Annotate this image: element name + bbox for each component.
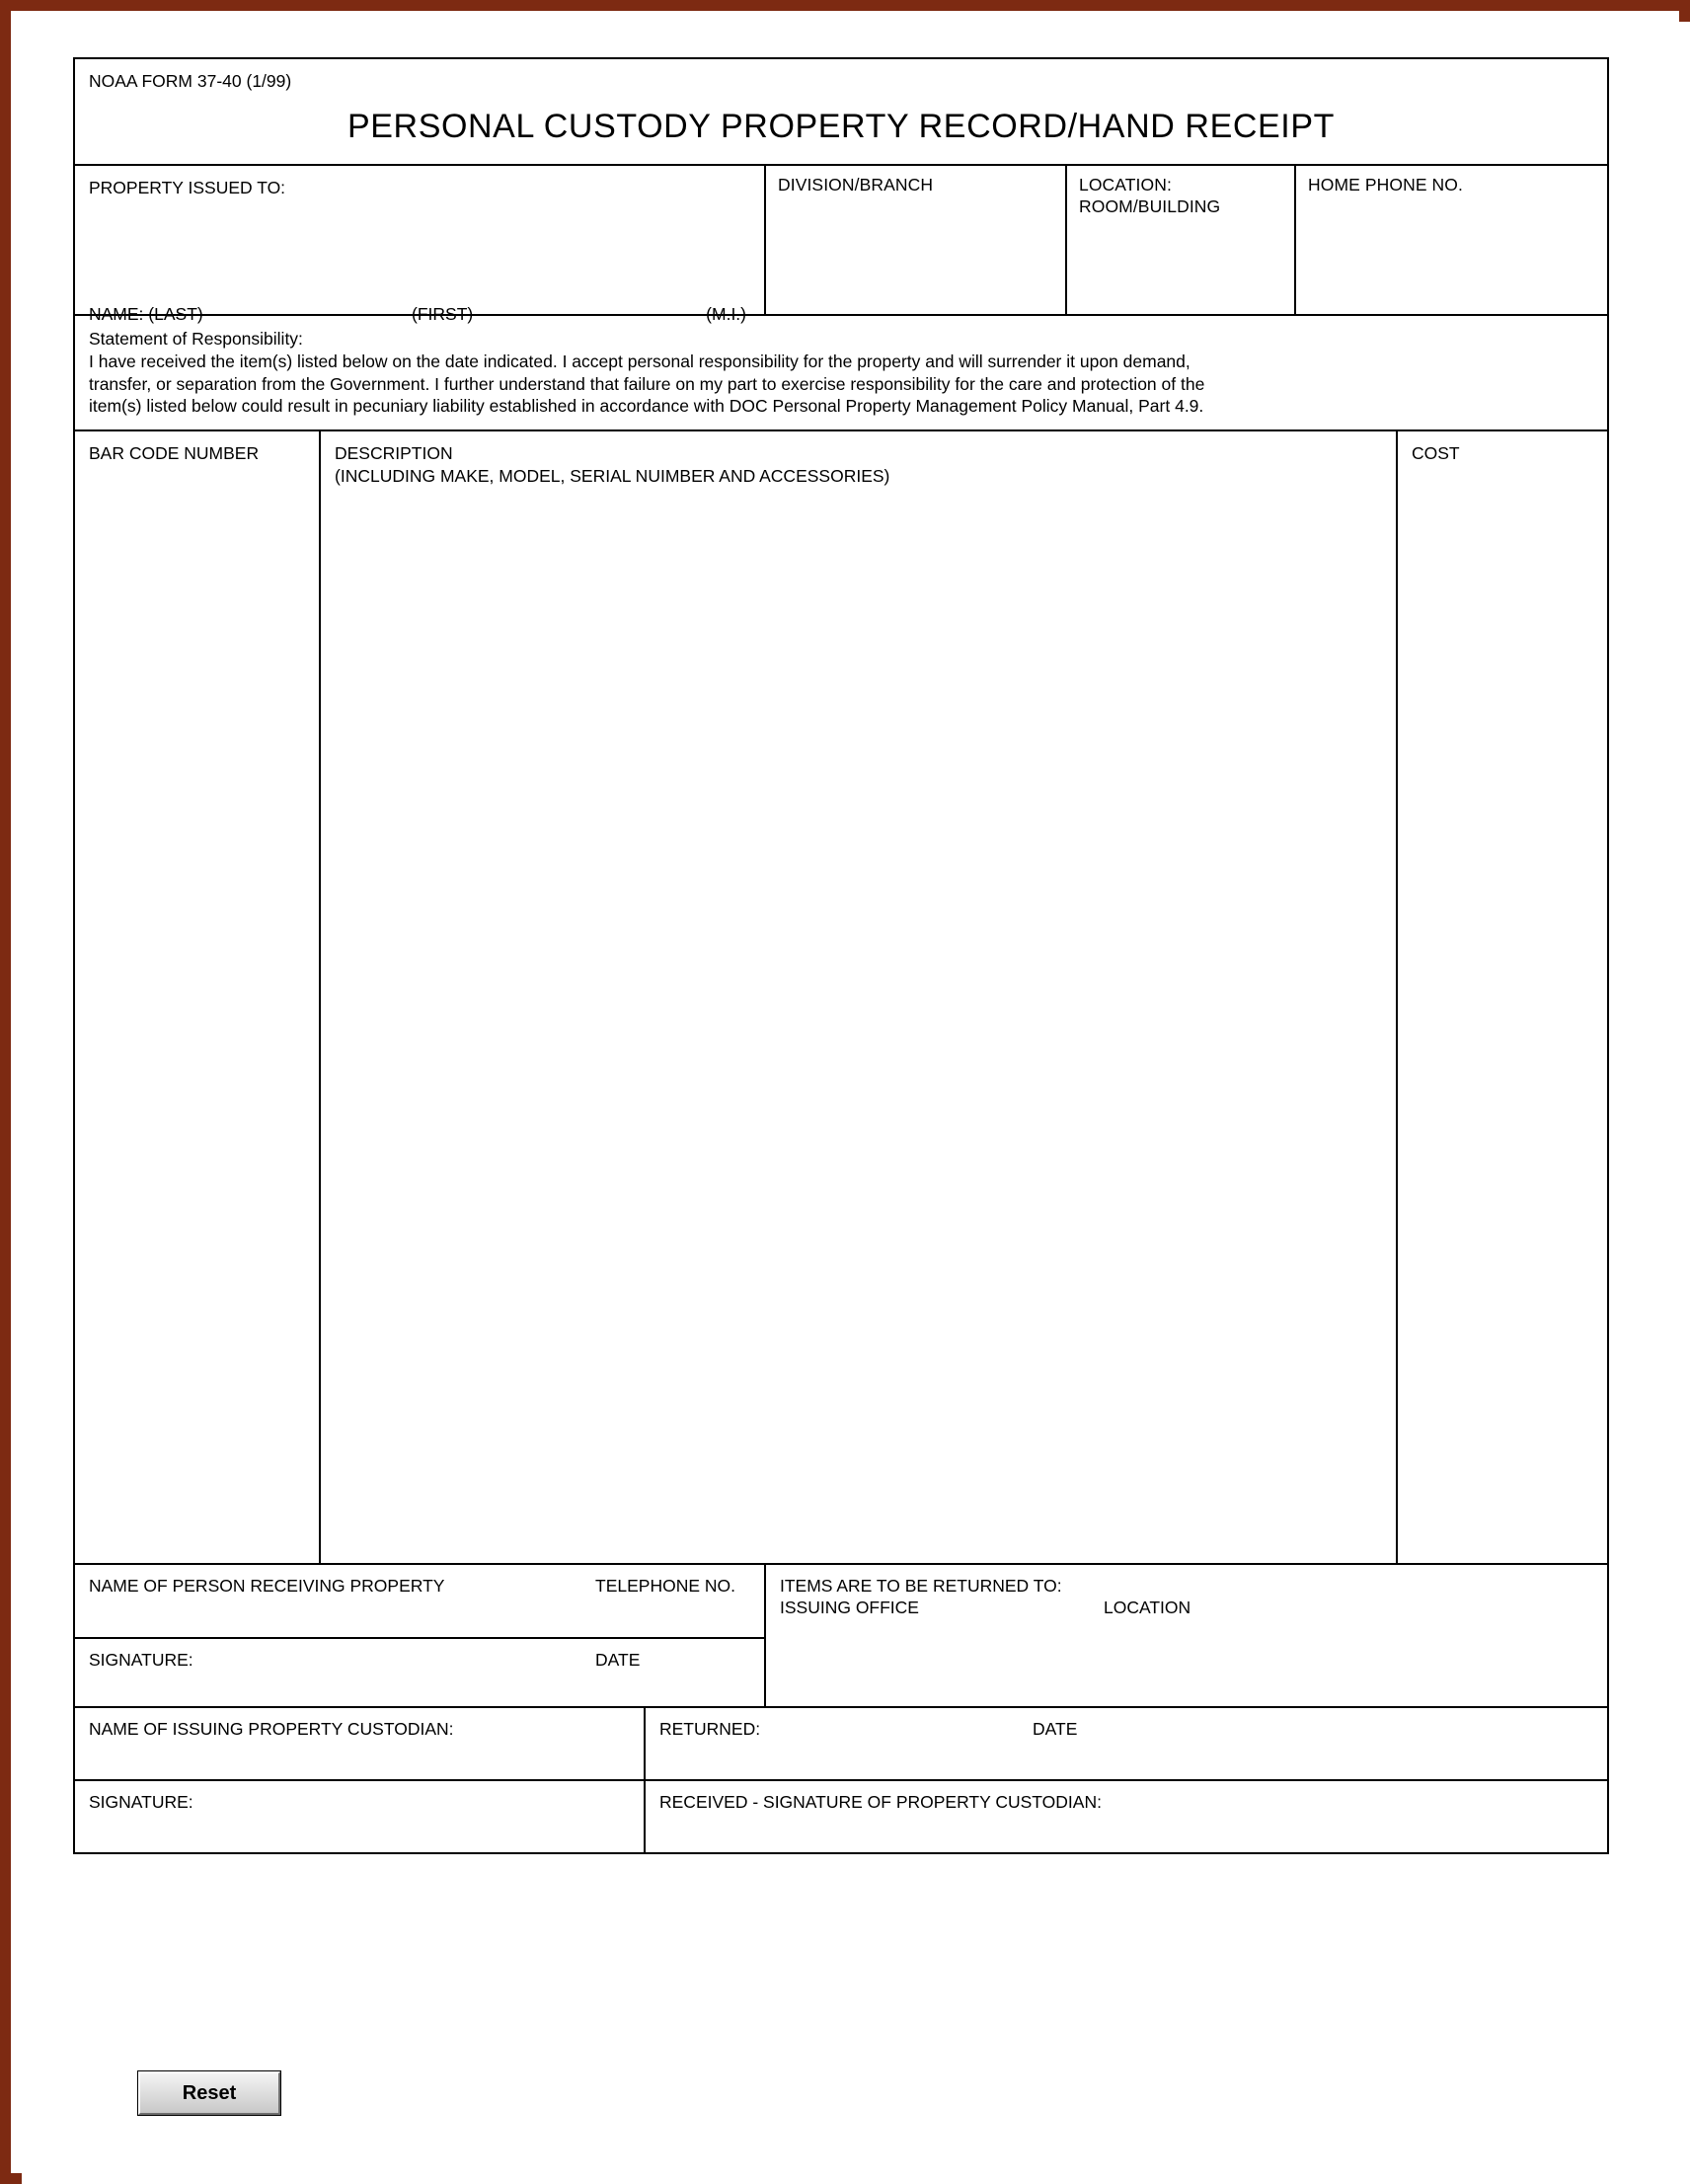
property-items-table: [75, 431, 1607, 1565]
description-header: [321, 431, 1396, 488]
name-of-person-receiving-row[interactable]: [75, 1565, 764, 1639]
items-returned-to-label: ITEMS ARE TO BE RETURNED TO:: [780, 1576, 1062, 1596]
page-canvas: [22, 22, 1690, 2184]
bar-code-number-header: BAR CODE NUMBER: [89, 443, 260, 463]
statement-line-3: item(s) listed below could result in pecuniary liability established in accordance with DOC Personal Property Management Policy Manual, Part 4.9.: [89, 396, 1204, 417]
receiving-signature-row[interactable]: [75, 1639, 764, 1706]
home-phone-cell[interactable]: [1296, 166, 1607, 314]
returned-location-label: LOCATION: [1104, 1598, 1191, 1617]
property-issued-to-section: [75, 166, 1607, 324]
home-phone-label: HOME PHONE NO.: [1308, 175, 1463, 195]
custodian-signature-cell[interactable]: [75, 1781, 646, 1852]
form-actions: [138, 2071, 280, 2115]
reset-button[interactable]: Reset: [138, 2071, 280, 2115]
issuing-property-custodian-label: NAME OF ISSUING PROPERTY CUSTODIAN:: [89, 1719, 454, 1739]
name-last-label: NAME: (LAST): [89, 304, 203, 324]
receiving-left-column: [75, 1565, 766, 1706]
returned-label: RETURNED:: [659, 1719, 761, 1739]
cost-column[interactable]: [1398, 431, 1607, 1563]
form-header: [75, 59, 1607, 166]
custodian-signature-row: [75, 1781, 1607, 1852]
form-number: NOAA FORM 37-40 (1/99): [89, 71, 292, 91]
cost-header: COST: [1412, 443, 1460, 463]
received-signature-label: RECEIVED - SIGNATURE OF PROPERTY CUSTODIAN:: [659, 1792, 1102, 1812]
form-title: PERSONAL CUSTODY PROPERTY RECORD/HAND RECEIPT: [347, 108, 1335, 145]
statement-line-1: I have received the item(s) listed below on the date indicated. I accept personal responsibility for the property and will surrender it upon demand,: [89, 351, 1191, 371]
receiving-date-label: DATE: [595, 1650, 641, 1670]
bar-code-number-column[interactable]: [75, 431, 321, 1563]
form-sheet: [73, 57, 1609, 1854]
issued-to-name-cell[interactable]: [75, 166, 766, 324]
receiving-signature-label: SIGNATURE:: [89, 1650, 193, 1670]
custodian-signature-label: SIGNATURE:: [89, 1792, 193, 1812]
name-first-label: (FIRST): [412, 304, 474, 324]
location-label: LOCATION:: [1079, 175, 1172, 195]
items-returned-to-cell[interactable]: [766, 1565, 1607, 1706]
property-issued-to-label: PROPERTY ISSUED TO:: [89, 178, 286, 197]
name-mi-label: (M.I.): [706, 304, 746, 324]
custodian-name-row: [75, 1708, 1607, 1781]
issuing-office-label: ISSUING OFFICE: [780, 1598, 919, 1617]
location-room-building-cell[interactable]: [1067, 166, 1296, 314]
received-signature-cell[interactable]: [646, 1781, 1607, 1852]
returned-cell[interactable]: [646, 1708, 1607, 1779]
issuing-property-custodian-cell[interactable]: [75, 1708, 646, 1779]
name-of-person-receiving-label: NAME OF PERSON RECEIVING PROPERTY: [89, 1576, 445, 1596]
telephone-no-label: TELEPHONE NO.: [595, 1576, 735, 1596]
division-branch-label: DIVISION/BRANCH: [778, 175, 934, 195]
receiving-section: [75, 1565, 1607, 1708]
statement-heading: Statement of Responsibility:: [89, 329, 303, 349]
description-header-line2: (INCLUDING MAKE, MODEL, SERIAL NUIMBER AND ACCESSORIES): [335, 465, 890, 486]
description-column[interactable]: [321, 431, 1398, 1563]
returned-date-label: DATE: [1033, 1719, 1078, 1739]
statement-of-responsibility: [75, 316, 1607, 431]
statement-line-2: transfer, or separation from the Government. I further understand that failure on my part to exercise responsibility for the care and protection of the: [89, 373, 1205, 394]
description-header-line1: DESCRIPTION: [335, 443, 453, 463]
room-building-label: ROOM/BUILDING: [1079, 195, 1221, 216]
division-branch-cell[interactable]: [766, 166, 1067, 314]
